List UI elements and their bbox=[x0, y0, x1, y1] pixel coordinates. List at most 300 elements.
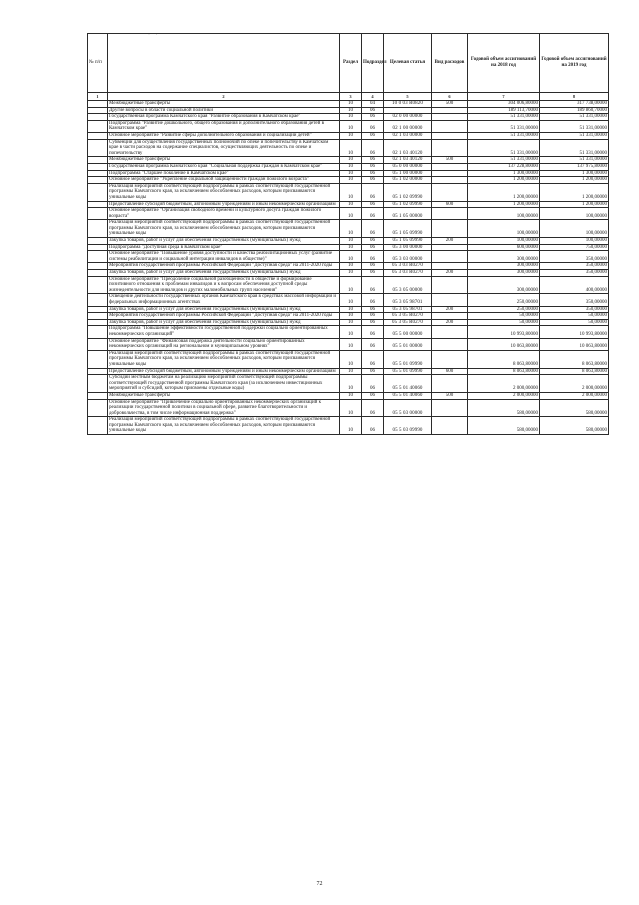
row-expense-type-cell bbox=[432, 208, 468, 220]
header-target-item: Целевая статья bbox=[384, 34, 432, 93]
table-row bbox=[88, 294, 609, 306]
table-row bbox=[88, 238, 609, 245]
header-volume-2018: Годовой объем ассигнований на 2018 год bbox=[468, 34, 540, 93]
row-name-cell: Межбюджетные трансферты bbox=[108, 157, 340, 164]
col-number: 6 bbox=[432, 93, 468, 101]
row-name-cell: Государственная программа Камчатского края "Развитие образования в Камчатском крае" bbox=[108, 114, 340, 121]
row-target-item-cell: 05 5 03 00000 bbox=[384, 399, 432, 417]
row-value-2018-cell: 50,00000 bbox=[468, 319, 540, 326]
row-target-item-cell: 05 3 03 R0270 bbox=[384, 270, 432, 277]
row-index-cell bbox=[88, 163, 108, 170]
row-value-2018-cell: 50,00000 bbox=[468, 313, 540, 320]
row-target-item-cell: 05 5 03 09990 bbox=[384, 417, 432, 435]
row-name-cell: Подпрограмма "Повышение эффективности государственной поддержки социально ориентированных некоммерческих организаций" bbox=[108, 326, 340, 338]
row-subsection-cell: 06 bbox=[362, 157, 384, 164]
row-value-2019-cell: 317 738,00000 bbox=[540, 101, 609, 108]
row-section-cell: 10 bbox=[340, 319, 362, 326]
row-subsection-cell: 06 bbox=[362, 270, 384, 277]
row-subsection-cell: 06 bbox=[362, 276, 384, 294]
row-name-cell: Межбюджетные трансферты bbox=[108, 101, 340, 108]
row-value-2019-cell: 51 331,00000 bbox=[540, 132, 609, 139]
row-name-cell: Основное мероприятие "Финансовая поддержка деятельности социально ориентированных некоммерческих организаций на региональном и муниципальном уровнях" bbox=[108, 338, 340, 350]
row-expense-type-cell bbox=[432, 251, 468, 263]
row-subsection-cell: 06 bbox=[362, 368, 384, 375]
col-number: 8 bbox=[540, 93, 609, 101]
table-row bbox=[88, 157, 609, 164]
row-expense-type-cell: 500 bbox=[432, 392, 468, 399]
row-expense-type-cell bbox=[432, 120, 468, 132]
table-row bbox=[88, 270, 609, 277]
row-value-2019-cell: 189 860,70000 bbox=[540, 107, 609, 114]
row-target-item-cell: 05 1 02 09990 bbox=[384, 183, 432, 201]
row-value-2018-cell: 300,00000 bbox=[468, 263, 540, 270]
row-expense-type-cell bbox=[432, 132, 468, 139]
row-name-cell: Мероприятия государственной программы Российской Федерации "Доступная среда" на 2011-2020 годы bbox=[108, 313, 340, 320]
row-expense-type-cell bbox=[432, 177, 468, 184]
row-expense-type-cell bbox=[432, 350, 468, 368]
row-section-cell: 10 bbox=[340, 417, 362, 435]
row-index-cell bbox=[88, 338, 108, 350]
table-row bbox=[88, 208, 609, 220]
row-name-cell: Другие вопросы в области социальной политики bbox=[108, 107, 340, 114]
row-value-2019-cell: 100,00000 bbox=[540, 208, 609, 220]
row-target-item-cell: 05 5 01 00000 bbox=[384, 338, 432, 350]
row-subsection-cell: 06 bbox=[362, 263, 384, 270]
row-index-cell bbox=[88, 157, 108, 164]
col-number: 3 bbox=[340, 93, 362, 101]
row-value-2018-cell: 580,00000 bbox=[468, 399, 540, 417]
row-index-cell bbox=[88, 170, 108, 177]
row-value-2018-cell: 10 063,80000 bbox=[468, 338, 540, 350]
row-target-item-cell bbox=[384, 107, 432, 114]
row-name-cell: Закупка товаров, работ и услуг для обеспечения государственных (муниципальных) нужд bbox=[108, 319, 340, 326]
row-subsection-cell: 06 bbox=[362, 338, 384, 350]
header-name bbox=[108, 34, 340, 93]
row-value-2018-cell: 100,00000 bbox=[468, 220, 540, 238]
row-value-2019-cell: 100,00000 bbox=[540, 220, 609, 238]
row-value-2018-cell: 300,00000 bbox=[468, 251, 540, 263]
row-section-cell: 10 bbox=[340, 170, 362, 177]
row-section-cell: 10 bbox=[340, 107, 362, 114]
row-target-item-cell: 05 3 05 98701 bbox=[384, 294, 432, 306]
row-section-cell: 10 bbox=[340, 392, 362, 399]
row-expense-type-cell bbox=[432, 338, 468, 350]
row-value-2018-cell: 1 200,00000 bbox=[468, 183, 540, 201]
row-target-item-cell: 05 5 00 00000 bbox=[384, 326, 432, 338]
row-expense-type-cell: 200 bbox=[432, 270, 468, 277]
row-index-cell bbox=[88, 306, 108, 313]
row-subsection-cell: 06 bbox=[362, 375, 384, 393]
table-row bbox=[88, 114, 609, 121]
row-target-item-cell: 05 1 02 00000 bbox=[384, 177, 432, 184]
row-section-cell: 10 bbox=[340, 276, 362, 294]
row-name-cell: Освещение деятельности государственных органов Камчатского края в средствах массовой информации и федеральных информационных агентствах bbox=[108, 294, 340, 306]
row-name-cell: Межбюджетные трансферты bbox=[108, 392, 340, 399]
row-expense-type-cell bbox=[432, 170, 468, 177]
row-value-2019-cell: 400,00000 bbox=[540, 276, 609, 294]
row-value-2018-cell: 2 000,00000 bbox=[468, 392, 540, 399]
row-value-2018-cell: 100,00000 bbox=[468, 208, 540, 220]
row-value-2019-cell: 50,00000 bbox=[540, 319, 609, 326]
row-section-cell: 10 bbox=[340, 326, 362, 338]
row-section-cell: 10 bbox=[340, 132, 362, 139]
row-section-cell: 10 bbox=[340, 101, 362, 108]
row-target-item-cell: 05 3 05 R0270 bbox=[384, 319, 432, 326]
row-subsection-cell: 06 bbox=[362, 306, 384, 313]
row-index-cell bbox=[88, 139, 108, 157]
row-name-cell: Реализация мероприятий соответствующей подпрограммы в рамках соответствующей государственной программы Камчатского края, за исключением обособленных расходов, которым присваиваются уникальные коды bbox=[108, 417, 340, 435]
row-name-cell: Субсидии местным бюджетам на реализацию мероприятий соответствующей подпрограммы соответствующей государственной программы Камчатского края (за исключением инвестиционных мероприятий и субсидий, которым присвоены отдельные коды) bbox=[108, 375, 340, 393]
row-target-item-cell: 05 1 05 00000 bbox=[384, 208, 432, 220]
row-name-cell: Основное мероприятие "Привлечение социально ориентированных некоммерческих организаций к реализации государственной политики в социальной сфере, развитие благотворительности и добровольчества, в том числе информационная поддержка" bbox=[108, 399, 340, 417]
row-expense-type-cell bbox=[432, 417, 468, 435]
table-row bbox=[88, 183, 609, 201]
table-row bbox=[88, 263, 609, 270]
row-name-cell: Основное мероприятие "Развитие сферы дополнительного образования и социализации детей" bbox=[108, 132, 340, 139]
row-value-2018-cell: 580,00000 bbox=[468, 417, 540, 435]
row-expense-type-cell: 600 bbox=[432, 201, 468, 208]
column-numbers-row bbox=[88, 93, 609, 101]
row-subsection-cell: 04 bbox=[362, 101, 384, 108]
row-value-2019-cell: 100,00000 bbox=[540, 238, 609, 245]
header-expense-type: Вид расходов bbox=[432, 34, 468, 93]
row-subsection-cell: 06 bbox=[362, 114, 384, 121]
row-value-2018-cell: 10 993,80000 bbox=[468, 326, 540, 338]
row-name-cell: Государственная программа Камчатского края "Социальная поддержка граждан в Камчатском крае" bbox=[108, 163, 340, 170]
header-subsection: Подраздел bbox=[362, 34, 384, 93]
row-index-cell bbox=[88, 238, 108, 245]
table-row bbox=[88, 306, 609, 313]
row-value-2018-cell: 2 000,00000 bbox=[468, 375, 540, 393]
row-value-2019-cell: 51 331,00000 bbox=[540, 120, 609, 132]
row-section-cell: 10 bbox=[340, 350, 362, 368]
table-row bbox=[88, 251, 609, 263]
row-value-2018-cell: 189 113,70000 bbox=[468, 107, 540, 114]
row-name-cell: Подпрограмма "Старшее поколение в Камчатском крае" bbox=[108, 170, 340, 177]
row-section-cell: 10 bbox=[340, 270, 362, 277]
row-subsection-cell: 06 bbox=[362, 294, 384, 306]
row-subsection-cell: 06 bbox=[362, 201, 384, 208]
row-section-cell: 10 bbox=[340, 313, 362, 320]
row-subsection-cell: 06 bbox=[362, 251, 384, 263]
row-index-cell bbox=[88, 177, 108, 184]
row-expense-type-cell: 500 bbox=[432, 101, 468, 108]
row-expense-type-cell: 600 bbox=[432, 368, 468, 375]
row-index-cell bbox=[88, 132, 108, 139]
row-value-2019-cell: 750,00000 bbox=[540, 244, 609, 251]
row-name-cell: Субвенции для осуществления государственных полномочий по опеке и попечительству в Камчатском крае в части расходов на содержание специалистов, осуществляющих деятельность по опеке и попечительству bbox=[108, 139, 340, 157]
row-index-cell bbox=[88, 120, 108, 132]
row-value-2018-cell: 1 200,00000 bbox=[468, 177, 540, 184]
table-row bbox=[88, 163, 609, 170]
row-value-2019-cell: 350,00000 bbox=[540, 251, 609, 263]
row-target-item-cell: 05 3 05 R0270 bbox=[384, 313, 432, 320]
row-name-cell: Закупка товаров, работ и услуг для обеспечения государственных (муниципальных) нужд bbox=[108, 306, 340, 313]
table-row bbox=[88, 375, 609, 393]
row-name-cell: Предоставление субсидий бюджетным, автономным учреждениям и иным некоммерческим организациям bbox=[108, 368, 340, 375]
row-target-item-cell: 05 3 03 R0270 bbox=[384, 263, 432, 270]
row-index-cell bbox=[88, 114, 108, 121]
row-subsection-cell: 06 bbox=[362, 183, 384, 201]
row-value-2019-cell: 8 063,80000 bbox=[540, 350, 609, 368]
row-index-cell bbox=[88, 270, 108, 277]
row-name-cell: Предоставление субсидий бюджетным, автономным учреждениям и иным некоммерческим организациям bbox=[108, 201, 340, 208]
row-name-cell: Основное мероприятие "Повышение уровня доступности и качества реабилитационных услуг (развитие системы реабилитации и социальной интеграции инвалидов в обществе)" bbox=[108, 251, 340, 263]
row-section-cell: 10 bbox=[340, 338, 362, 350]
row-target-item-cell: 05 1 05 09990 bbox=[384, 238, 432, 245]
table-row bbox=[88, 326, 609, 338]
row-name-cell: Основное мероприятие "Преодоление социальной разобщенности в обществе и формирование позитивного отношения к проблемам инвалидов и к вопросам обеспечения доступной среды жизнедеятельности для инвалидов и других маломобильных групп населения" bbox=[108, 276, 340, 294]
page-number: 72 bbox=[316, 881, 323, 887]
row-section-cell: 10 bbox=[340, 208, 362, 220]
table-row bbox=[88, 170, 609, 177]
scan-mark: · · bbox=[148, 32, 160, 38]
row-value-2018-cell: 51 331,00000 bbox=[468, 132, 540, 139]
row-target-item-cell: 02 1 03 00000 bbox=[384, 132, 432, 139]
row-index-cell bbox=[88, 319, 108, 326]
row-value-2018-cell: 1 200,00000 bbox=[468, 201, 540, 208]
row-subsection-cell: 06 bbox=[362, 107, 384, 114]
row-expense-type-cell bbox=[432, 375, 468, 393]
row-value-2019-cell: 580,00000 bbox=[540, 399, 609, 417]
row-value-2019-cell: 1 300,00000 bbox=[540, 170, 609, 177]
table-row bbox=[88, 338, 609, 350]
row-section-cell: 10 bbox=[340, 177, 362, 184]
table-row bbox=[88, 120, 609, 132]
row-name-cell: Подпрограмма "Развитие дошкольного, общего образования и дополнительного образования детей в Камчатском крае" bbox=[108, 120, 340, 132]
row-section-cell: 10 bbox=[340, 157, 362, 164]
row-expense-type-cell bbox=[432, 163, 468, 170]
row-subsection-cell: 06 bbox=[362, 177, 384, 184]
row-target-item-cell: 02 1 03 40120 bbox=[384, 139, 432, 157]
row-target-item-cell: 02 1 00 00000 bbox=[384, 120, 432, 132]
row-index-cell bbox=[88, 375, 108, 393]
col-number: 1 bbox=[88, 93, 108, 101]
row-section-cell: 10 bbox=[340, 220, 362, 238]
row-index-cell bbox=[88, 220, 108, 238]
row-expense-type-cell: 200 bbox=[432, 319, 468, 326]
table-row bbox=[88, 313, 609, 320]
row-subsection-cell: 06 bbox=[362, 350, 384, 368]
row-name-cell: Подпрограмма "Доступная среда в Камчатском крае" bbox=[108, 244, 340, 251]
row-index-cell bbox=[88, 183, 108, 201]
row-index-cell bbox=[88, 208, 108, 220]
table-row bbox=[88, 276, 609, 294]
table-row bbox=[88, 132, 609, 139]
row-target-item-cell: 05 3 05 98701 bbox=[384, 306, 432, 313]
row-value-2019-cell: 10 063,80000 bbox=[540, 338, 609, 350]
row-subsection-cell: 06 bbox=[362, 392, 384, 399]
table-row bbox=[88, 101, 609, 108]
row-subsection-cell: 06 bbox=[362, 417, 384, 435]
row-expense-type-cell: 200 bbox=[432, 238, 468, 245]
col-number: 4 bbox=[362, 93, 384, 101]
row-expense-type-cell bbox=[432, 107, 468, 114]
row-section-cell: 10 bbox=[340, 139, 362, 157]
table-row bbox=[88, 392, 609, 399]
row-value-2019-cell: 51 331,00000 bbox=[540, 157, 609, 164]
row-target-item-cell: 05 0 00 00000 bbox=[384, 163, 432, 170]
row-value-2018-cell: 8 063,80000 bbox=[468, 350, 540, 368]
row-expense-type-cell bbox=[432, 263, 468, 270]
table-row bbox=[88, 399, 609, 417]
row-value-2019-cell: 2 000,00000 bbox=[540, 392, 609, 399]
row-target-item-cell: 05 5 01 09990 bbox=[384, 368, 432, 375]
row-expense-type-cell bbox=[432, 139, 468, 157]
row-target-item-cell: 05 5 01 09990 bbox=[384, 350, 432, 368]
row-name-cell: Закупка товаров, работ и услуг для обеспечения государственных (муниципальных) нужд bbox=[108, 270, 340, 277]
row-value-2019-cell: 137 975,80000 bbox=[540, 163, 609, 170]
row-index-cell bbox=[88, 313, 108, 320]
row-index-cell bbox=[88, 101, 108, 108]
row-value-2019-cell: 350,00000 bbox=[540, 263, 609, 270]
row-subsection-cell: 06 bbox=[362, 238, 384, 245]
row-index-cell bbox=[88, 263, 108, 270]
row-section-cell: 10 bbox=[340, 368, 362, 375]
row-value-2019-cell: 50,00000 bbox=[540, 313, 609, 320]
row-section-cell: 10 bbox=[340, 251, 362, 263]
row-index-cell bbox=[88, 294, 108, 306]
row-value-2018-cell: 51 331,00000 bbox=[468, 114, 540, 121]
row-value-2018-cell: 8 063,80000 bbox=[468, 368, 540, 375]
row-name-cell: Основное мероприятие "Организация свободного времени и культурного досуга граждан пожилого возраста" bbox=[108, 208, 340, 220]
header-section: Раздел bbox=[340, 34, 362, 93]
row-subsection-cell: 06 bbox=[362, 139, 384, 157]
row-index-cell bbox=[88, 350, 108, 368]
table-row bbox=[88, 201, 609, 208]
row-subsection-cell: 06 bbox=[362, 220, 384, 238]
row-index-cell bbox=[88, 368, 108, 375]
row-expense-type-cell bbox=[432, 313, 468, 320]
row-value-2018-cell: 250,00000 bbox=[468, 294, 540, 306]
row-name-cell: Реализация мероприятий соответствующей подпрограммы в рамках соответствующей государственной программы Камчатского края, за исключением обособленных расходов, которым присваиваются уникальные коды bbox=[108, 350, 340, 368]
header-volume-2019: Годовой объем ассигнований на 2019 год bbox=[540, 34, 609, 93]
row-expense-type-cell bbox=[432, 220, 468, 238]
row-index-cell bbox=[88, 276, 108, 294]
row-value-2019-cell: 350,00000 bbox=[540, 294, 609, 306]
row-value-2018-cell: 51 331,00000 bbox=[468, 139, 540, 157]
row-target-item-cell: 05 5 01 40060 bbox=[384, 392, 432, 399]
row-value-2019-cell: 51 331,00000 bbox=[540, 139, 609, 157]
row-subsection-cell: 06 bbox=[362, 208, 384, 220]
table-row bbox=[88, 417, 609, 435]
col-number: 2 bbox=[108, 93, 340, 101]
row-expense-type-cell bbox=[432, 183, 468, 201]
row-index-cell bbox=[88, 251, 108, 263]
table-row bbox=[88, 244, 609, 251]
row-subsection-cell: 06 bbox=[362, 244, 384, 251]
row-target-item-cell: 05 1 00 00000 bbox=[384, 170, 432, 177]
row-index-cell bbox=[88, 201, 108, 208]
row-index-cell bbox=[88, 392, 108, 399]
row-target-item-cell: 02 0 00 00000 bbox=[384, 114, 432, 121]
row-value-2018-cell: 300,00000 bbox=[468, 276, 540, 294]
row-section-cell: 10 bbox=[340, 238, 362, 245]
row-target-item-cell: 05 1 05 09990 bbox=[384, 220, 432, 238]
row-value-2018-cell: 250,00000 bbox=[468, 306, 540, 313]
row-name-cell: Мероприятия государственной программы Российской Федерации "Доступная среда" на 2011-2020 годы bbox=[108, 263, 340, 270]
budget-table bbox=[87, 33, 609, 435]
table-row bbox=[88, 319, 609, 326]
row-section-cell: 10 bbox=[340, 306, 362, 313]
table-body bbox=[88, 101, 609, 435]
row-value-2018-cell: 51 331,00000 bbox=[468, 120, 540, 132]
row-section-cell: 10 bbox=[340, 399, 362, 417]
header-index: № п/п bbox=[88, 34, 108, 93]
row-expense-type-cell bbox=[432, 114, 468, 121]
row-expense-type-cell bbox=[432, 276, 468, 294]
row-target-item-cell: 05 3 05 00000 bbox=[384, 276, 432, 294]
row-expense-type-cell bbox=[432, 399, 468, 417]
row-index-cell bbox=[88, 326, 108, 338]
row-target-item-cell: 05 3 00 00000 bbox=[384, 244, 432, 251]
table-row bbox=[88, 220, 609, 238]
row-section-cell: 10 bbox=[340, 244, 362, 251]
row-target-item-cell: 02 1 03 40120 bbox=[384, 157, 432, 164]
row-subsection-cell: 06 bbox=[362, 313, 384, 320]
row-expense-type-cell bbox=[432, 244, 468, 251]
row-expense-type-cell: 500 bbox=[432, 157, 468, 164]
table-row bbox=[88, 139, 609, 157]
row-section-cell: 10 bbox=[340, 120, 362, 132]
table-row bbox=[88, 350, 609, 368]
row-value-2019-cell: 10 993,80000 bbox=[540, 326, 609, 338]
row-subsection-cell: 06 bbox=[362, 319, 384, 326]
row-name-cell: Закупка товаров, работ и услуг для обеспечения государственных (муниципальных) нужд bbox=[108, 238, 340, 245]
row-subsection-cell: 06 bbox=[362, 399, 384, 417]
row-target-item-cell: 05 1 02 09990 bbox=[384, 201, 432, 208]
row-target-item-cell: 05 5 01 40060 bbox=[384, 375, 432, 393]
row-section-cell: 10 bbox=[340, 263, 362, 270]
row-value-2018-cell: 300,00000 bbox=[468, 270, 540, 277]
table-header-row bbox=[88, 34, 609, 93]
row-value-2019-cell: 350,00000 bbox=[540, 306, 609, 313]
row-section-cell: 10 bbox=[340, 114, 362, 121]
row-section-cell: 10 bbox=[340, 375, 362, 393]
row-value-2018-cell: 137 228,80000 bbox=[468, 163, 540, 170]
row-index-cell bbox=[88, 417, 108, 435]
row-section-cell: 10 bbox=[340, 163, 362, 170]
row-expense-type-cell bbox=[432, 326, 468, 338]
row-value-2019-cell: 8 063,80000 bbox=[540, 368, 609, 375]
row-value-2019-cell: 51 331,00000 bbox=[540, 114, 609, 121]
row-value-2019-cell: 1 200,00000 bbox=[540, 183, 609, 201]
row-section-cell: 10 bbox=[340, 183, 362, 201]
row-index-cell bbox=[88, 107, 108, 114]
row-value-2018-cell: 304 006,80000 bbox=[468, 101, 540, 108]
table-row bbox=[88, 107, 609, 114]
row-section-cell: 10 bbox=[340, 201, 362, 208]
row-value-2019-cell: 2 000,00000 bbox=[540, 375, 609, 393]
table-row bbox=[88, 177, 609, 184]
table-row bbox=[88, 368, 609, 375]
row-name-cell: Основное мероприятие "Укрепление социальной защищенности граждан пожилого возраста" bbox=[108, 177, 340, 184]
row-value-2018-cell: 100,00000 bbox=[468, 238, 540, 245]
row-expense-type-cell: 200 bbox=[432, 306, 468, 313]
row-subsection-cell: 06 bbox=[362, 170, 384, 177]
row-target-item-cell: 05 3 03 00000 bbox=[384, 251, 432, 263]
row-value-2019-cell: 580,00000 bbox=[540, 417, 609, 435]
row-subsection-cell: 06 bbox=[362, 163, 384, 170]
row-index-cell bbox=[88, 399, 108, 417]
row-subsection-cell: 06 bbox=[362, 120, 384, 132]
col-number: 5 bbox=[384, 93, 432, 101]
row-subsection-cell: 06 bbox=[362, 326, 384, 338]
row-index-cell bbox=[88, 244, 108, 251]
row-value-2018-cell: 1 300,00000 bbox=[468, 170, 540, 177]
row-value-2018-cell: 600,00000 bbox=[468, 244, 540, 251]
row-target-item-cell: 10 0 03 R0820 bbox=[384, 101, 432, 108]
